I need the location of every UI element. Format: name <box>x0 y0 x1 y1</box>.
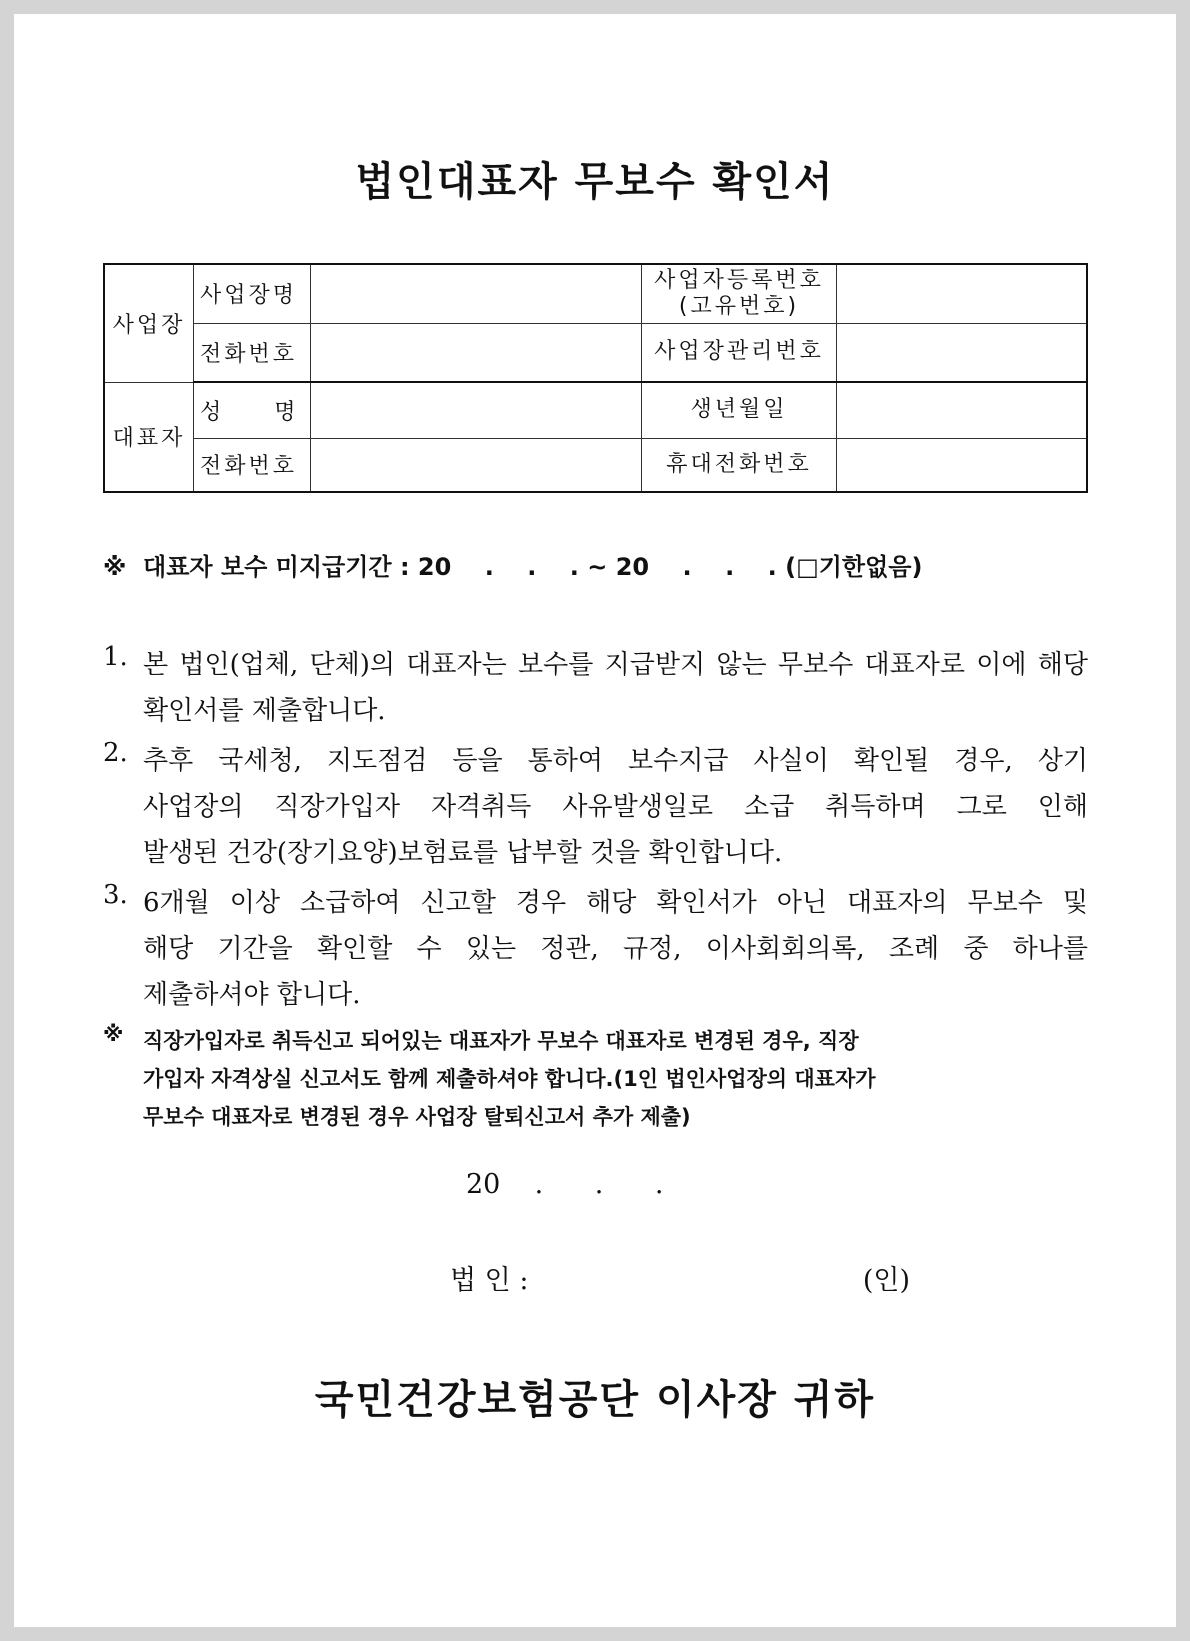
mobile-phone-label: 휴대전화번호 <box>642 438 837 492</box>
note-line: 직장가입자로 취득신고 되어있는 대표자가 무보수 대표자로 변경된 경우, 직장 <box>143 1029 859 1053</box>
statement-item <box>103 642 1088 734</box>
note-line: 가입자 자격상실 신고서도 함께 제출하셔야 합니다.(1인 법인사업장의 대표자가 <box>143 1067 876 1091</box>
statement-item <box>103 880 1088 1018</box>
registration-number-label <box>642 264 837 323</box>
statement-number: 1. <box>103 642 128 672</box>
statement-line: 사업장의 직장가입자 자격취득 사유발생일로 소급 취득하며 그로 인해 <box>143 792 1088 822</box>
corporation-signature <box>450 1258 910 1297</box>
statement-number: 3. <box>103 880 128 910</box>
addressee: 국민건강보험공단 이사장 귀하 <box>314 1376 876 1423</box>
business-name-field[interactable] <box>311 264 642 323</box>
statement-line: 해당 기간을 확인할 수 있는 정관, 규정, 이사회회의록, 조례 중 하나를 <box>143 934 1088 964</box>
business-management-number-field[interactable] <box>837 323 1088 382</box>
representative-phone-field[interactable] <box>311 438 642 492</box>
statement-number: 2. <box>103 738 128 768</box>
birth-date-label: 생년월일 <box>642 382 837 438</box>
statement-line: 6개월 이상 소급하여 신고할 경우 해당 확인서가 아닌 대표자의 무보수 및 <box>143 888 1088 918</box>
note-line: 무보수 대표자로 변경된 경우 사업장 탈퇴신고서 추가 제출) <box>143 1105 691 1129</box>
statement-line: 확인서를 제출합니다. <box>143 696 386 726</box>
registration-number-label-sub: (고유번호) <box>678 293 800 319</box>
representative-name-field[interactable] <box>311 382 642 438</box>
registration-number-label-main: 사업자등록번호 <box>654 267 824 293</box>
mobile-phone-field[interactable] <box>837 438 1088 492</box>
document-page <box>14 14 1176 1627</box>
seal-mark: (인) <box>862 1265 910 1296</box>
business-management-number-label: 사업장관리번호 <box>642 323 837 382</box>
statement-item <box>103 738 1088 876</box>
registration-number-field[interactable] <box>837 264 1088 323</box>
corporation-label: 법 인 : <box>450 1265 529 1296</box>
birth-date-field[interactable] <box>837 382 1088 438</box>
info-table <box>103 263 1088 493</box>
document-title: 법인대표자 무보수 확인서 <box>355 158 835 205</box>
representative-group-label: 대표자 <box>104 382 194 492</box>
statement-line: 본 법인(업체, 단체)의 대표자는 보수를 지급받지 않는 무보수 대표자로 이에 해당 <box>143 650 1088 680</box>
date-line: 20 . . . <box>466 1169 664 1200</box>
note-mark: ※ <box>103 1022 124 1046</box>
statement-line: 제출하셔야 합니다. <box>143 980 361 1010</box>
unpaid-period-line: ※ 대표자 보수 미지급기간 : 20 . . . ~ 20 . . . (□기한없음) <box>103 553 923 581</box>
statement-line: 추후 국세청, 지도점검 등을 통하여 보수지급 사실이 확인될 경우, 상기 <box>143 746 1088 776</box>
representative-phone-label: 전화번호 <box>194 438 311 492</box>
representative-name-label: 성 명 <box>194 382 311 438</box>
statement-list <box>103 642 1088 1022</box>
statement-line: 발생된 건강(장기요양)보험료를 납부할 것을 확인합니다. <box>143 838 783 868</box>
business-phone-field[interactable] <box>311 323 642 382</box>
note-block <box>103 1022 1088 1136</box>
business-name-label: 사업장명 <box>194 264 311 323</box>
business-phone-label: 전화번호 <box>194 323 311 382</box>
business-group-label: 사업장 <box>104 264 194 382</box>
